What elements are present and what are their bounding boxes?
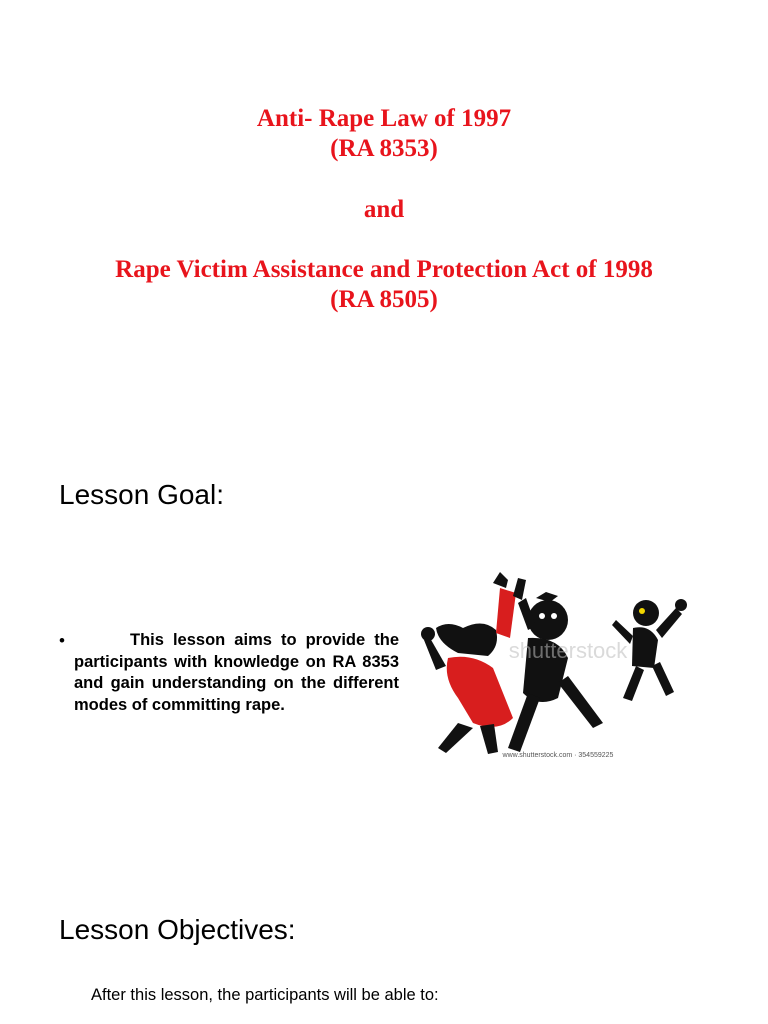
lesson-objectives-heading: Lesson Objectives: bbox=[59, 914, 296, 945]
subtitle bbox=[0, 255, 768, 315]
lesson-goal-bullet bbox=[59, 630, 399, 716]
illustration-image bbox=[418, 558, 698, 763]
lesson-objectives-intro: After this lesson, the participants will be able to: bbox=[91, 986, 439, 1004]
main-title-line2: (RA 8353) bbox=[330, 135, 438, 162]
assault-cartoon-illustration bbox=[418, 558, 698, 763]
main-title bbox=[0, 104, 768, 164]
main-title-line1: Anti- Rape Law of 1997 bbox=[256, 105, 512, 132]
subtitle-line1: Rape Victim Assistance and Protection Act of 1998 bbox=[115, 256, 653, 283]
title-connector: and bbox=[363, 196, 405, 223]
watermark-text: shutterstock bbox=[508, 638, 628, 663]
bullet-marker: • bbox=[59, 631, 65, 650]
lesson-goal-heading: Lesson Goal: bbox=[59, 479, 224, 510]
lesson-goal-text: This lesson aims to provide the participants with knowledge on RA 8353 and gain understanding on the different modes of committing rape. bbox=[74, 631, 399, 714]
illustration-caption: www.shutterstock.com · 354559225 bbox=[502, 752, 614, 759]
subtitle-line2: (RA 8505) bbox=[330, 286, 438, 313]
